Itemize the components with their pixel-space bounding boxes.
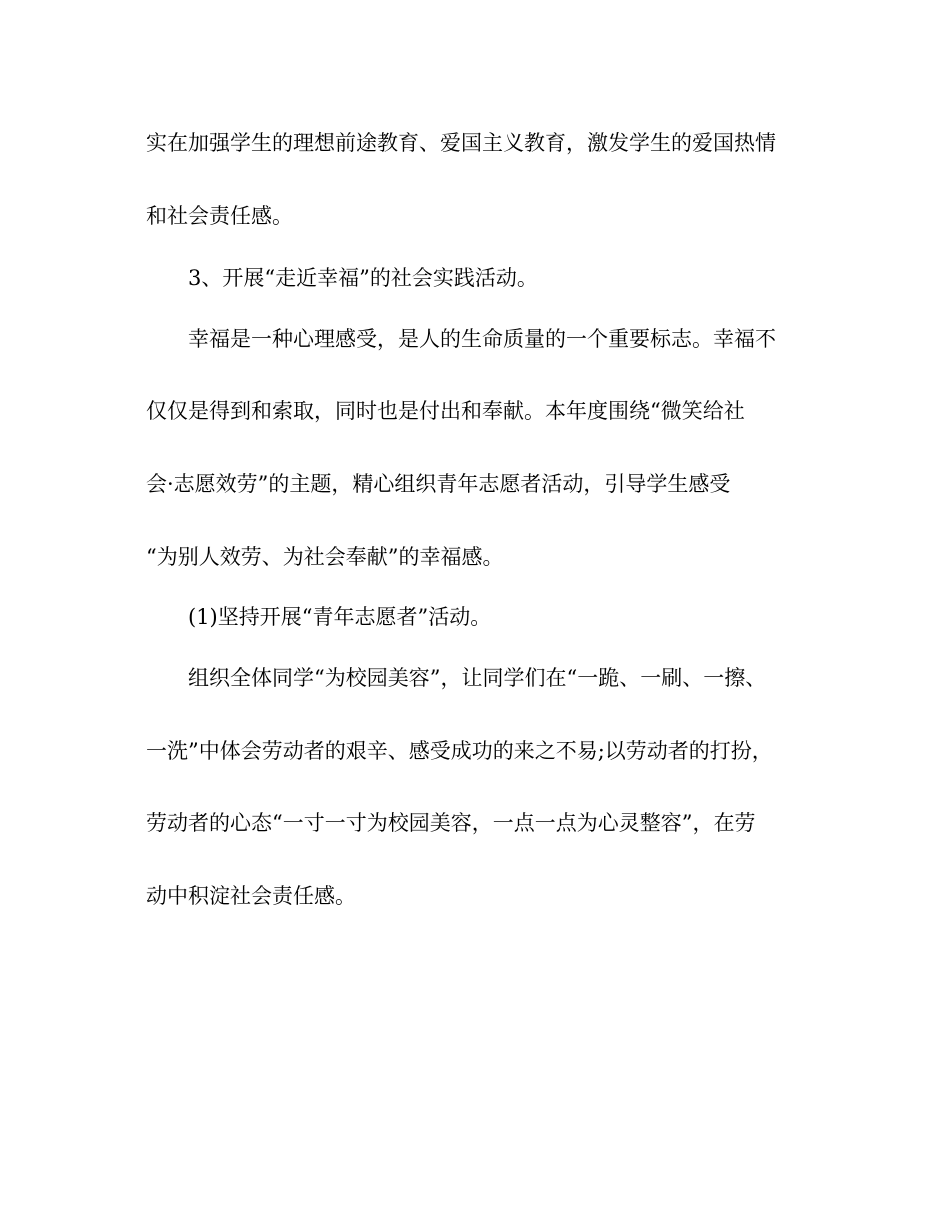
- section-heading: 3、开展“走近幸福”的社会实践活动。: [188, 266, 538, 290]
- paragraph-line: 动中积淀社会责任感。: [146, 884, 356, 908]
- paragraph-line: 实在加强学生的理想前途教育、爱国主义教育，激发学生的爱国热情: [146, 131, 776, 155]
- paragraph-line: 劳动者的心态“一寸一寸为校园美容，一点一点为心灵整容”，在劳: [146, 811, 756, 835]
- paragraph-line: 仅仅是得到和索取，同时也是付出和奉献。本年度围绕“微笑给社: [146, 399, 745, 423]
- subsection-heading: (1)坚持开展“青年志愿者”活动。: [188, 605, 492, 629]
- paragraph-line: 会·志愿效劳”的主题，精心组织青年志愿者活动，引导学生感受: [146, 472, 731, 496]
- paragraph-line: 一洗”中体会劳动者的艰辛、感受成功的来之不易;以劳动者的打扮，: [146, 739, 773, 763]
- paragraph-line: “为别人效劳、为社会奉献”的幸福感。: [146, 545, 504, 569]
- paragraph-line: 和社会责任感。: [146, 204, 293, 228]
- paragraph-line: 组织全体同学“为校园美容”，让同学们在“一跪、一刷、一擦、: [188, 666, 767, 690]
- paragraph-line: 幸福是一种心理感受，是人的生命质量的一个重要标志。幸福不: [188, 327, 776, 351]
